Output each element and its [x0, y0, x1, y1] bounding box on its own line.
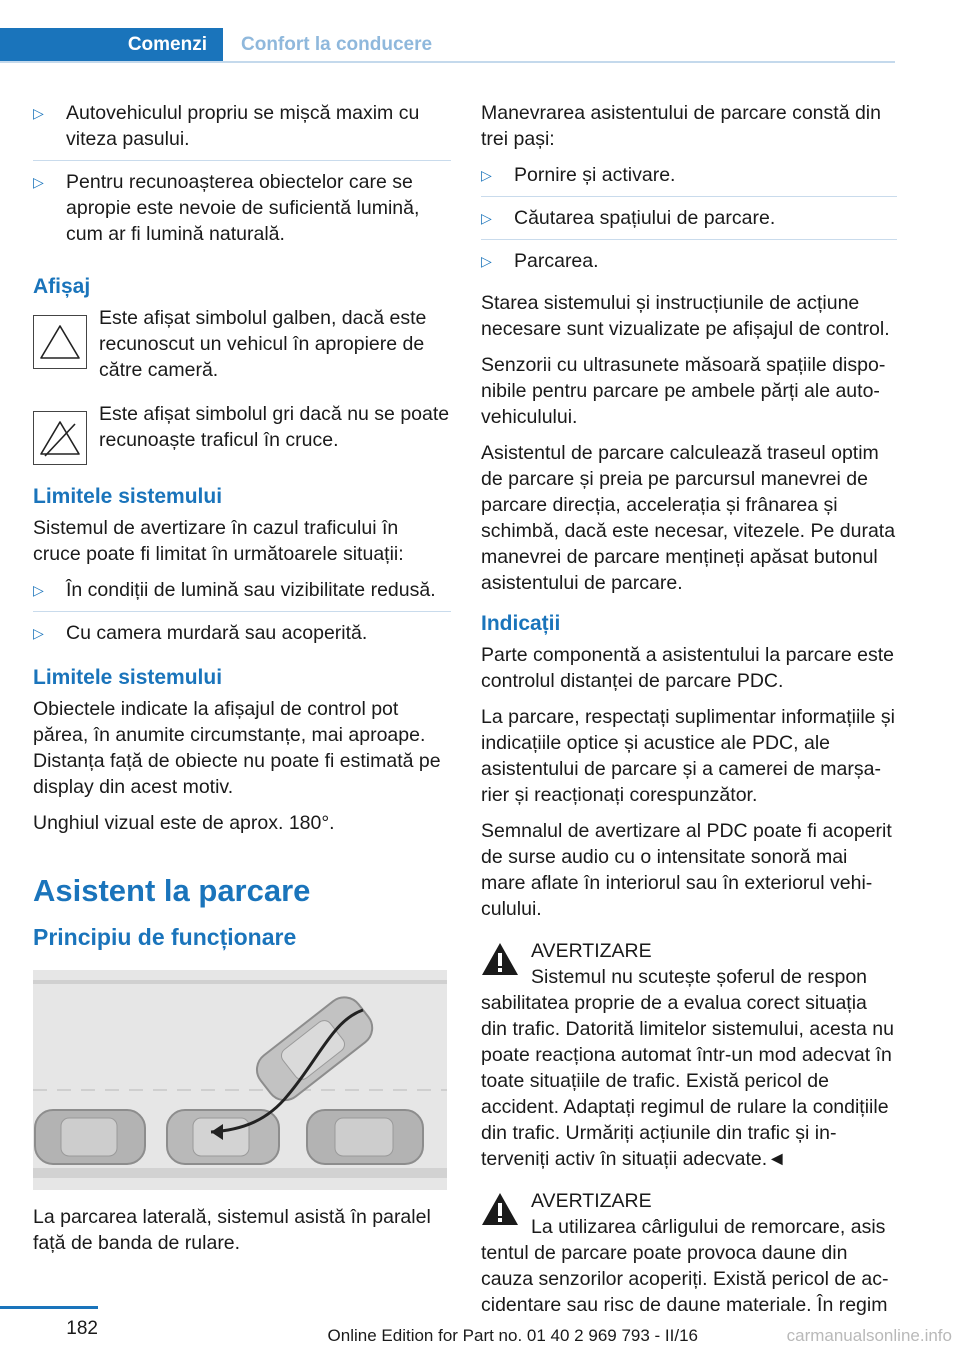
- status-paragraph: Starea sistemului și instrucțiunile de acțiune necesare sunt vizualizate pe afișajul de control.: [481, 292, 890, 340]
- limits2-paragraph-1: Obiectele indicate la afișajul de control pot părea, în anumite circumstanțe, mai aproape. Distanța față de obiecte nu poate fi estimată pe display din acest motiv.: [33, 698, 441, 798]
- triangle-bullet-icon: ▷: [33, 105, 44, 121]
- triangle-bullet-icon: ▷: [481, 167, 492, 183]
- warning-triangle-filled-icon: [481, 1192, 519, 1226]
- footer-divider: [0, 1306, 98, 1309]
- watermark: carmanualsonline.info: [786, 1326, 952, 1345]
- edition-label: Online Edition for Part no. 01 40 2 969 793 - II/16: [327, 1326, 698, 1345]
- symbol-yellow-text: Este afișat simbolul galben, dacă este recunoscut un vehicul în apropiere de către cameră.: [99, 307, 427, 381]
- warning-first-line: La utilizarea cârligului de remorcare, asis: [531, 1216, 886, 1238]
- steps-intro: Manevrarea asistentului de parcare constă din trei pași:: [481, 102, 881, 150]
- sensors-paragraph: Senzorii cu ultrasunete măsoară spațiile disponibile pentru parcare pe ambele părți ale autovehiculului.: [481, 354, 886, 428]
- list-item: ▷ Pornire și activare.: [481, 162, 897, 197]
- header-divider: [0, 61, 895, 63]
- symbol-gray-text: Este afișat simbolul gri dacă nu se poate recunoaște traficul în cruce.: [99, 403, 450, 451]
- top-bullet-list: [33, 100, 451, 255]
- hints-heading: Indicații: [481, 612, 561, 635]
- list-item: ▷ Autovehiculul propriu se mișcă maxim cu viteza pasului.: [33, 100, 451, 161]
- hints-paragraph-1: Parte componentă a asistentului la parcare este controlul distanței de parcare PDC.: [481, 644, 894, 692]
- warning-body: tentul de parcare poate provoca daune din cauza senzorilor acoperiți. Există pericol de accidentare sau risc de daune materiale. În regim: [481, 1242, 889, 1316]
- cross-traffic-unavailable-icon: [33, 411, 87, 465]
- steps-list: [481, 162, 897, 282]
- warning-block-1: [481, 938, 897, 1172]
- limits2-paragraph-2: Unghiul vizual este de aprox. 180°.: [33, 812, 335, 834]
- triangle-bullet-icon: ▷: [33, 625, 44, 641]
- section-title: Asistent la parcare: [33, 873, 311, 908]
- symbol-row-yellow: [33, 305, 451, 383]
- parking-illustration: [33, 970, 447, 1190]
- parked-car-icon: [307, 1110, 423, 1164]
- principle-heading: Principiu de funcționare: [33, 924, 297, 950]
- triangle-bullet-icon: ▷: [33, 174, 44, 190]
- list-item: ▷ Cu camera murdară sau acoperită.: [33, 622, 368, 644]
- page-number: 182: [66, 1318, 98, 1339]
- hints-paragraph-3: Semnalul de avertizare al PDC poate fi acoperit de surse audio cu o intensitate sonoră mai mare aflate în interiorul sau în exteriorul vehiculului.: [481, 820, 892, 920]
- warning-triangle-filled-icon: [481, 942, 519, 976]
- limits-heading-2: Limitele sistemului: [33, 666, 223, 689]
- warning-body: sabilitatea proprie de a evalua corect situația din trafic. Datorită limitelor sistemului, acesta nu poate reacționa automat într-un mod adecvat în toate situațiile de trafic. Există pericol de accident. Adaptați regimul de rulare la condițiile din trafic. Urmăriți acțiunile din trafic și interveniți activ în situații adecvate.◄: [481, 992, 894, 1170]
- symbol-row-gray: [33, 401, 451, 465]
- triangle-bullet-icon: ▷: [481, 253, 492, 269]
- hints-paragraph-2: La parcare, respectați suplimentar informațiile și indicațiile optice și acustice ale PDC, ale asistentului de parcare și a camerei de marșarier și reacționați corespunzător.: [481, 706, 896, 806]
- right-column: [481, 100, 897, 1328]
- warning-title: AVERTIZARE: [531, 940, 652, 962]
- list-item: ▷ Căutarea spațiului de parcare.: [481, 205, 897, 240]
- limits-intro: Sistemul de avertizare în cazul traficului în cruce poate fi limitat în următoarele situații:: [33, 517, 404, 565]
- warning-triangle-outline-icon: [33, 315, 87, 369]
- warning-title: AVERTIZARE: [531, 1190, 652, 1212]
- triangle-bullet-icon: ▷: [481, 210, 492, 226]
- list-item: ▷ Pentru recunoașterea obiectelor care se apropie este nevoie de suficientă lumină, cum ar fi lumină naturală.: [33, 171, 420, 245]
- warning-first-line: Sistemul nu scutește șoferul de respon: [531, 966, 868, 988]
- figure-caption: La parcarea laterală, sistemul asistă în paralel față de banda de rulare.: [33, 1206, 431, 1254]
- limits-bullet-list: [33, 577, 451, 654]
- tab-confort-la-conducere[interactable]: Confort la conducere: [241, 34, 433, 55]
- left-column: [33, 100, 451, 1266]
- route-paragraph: Asistentul de parcare calculează traseul optim de parcare și preia pe parcursul manevrei de parcare direcția, accelerația și frânarea și schimbă, dacă este necesar, vitezele. Pe durata manevrei de parcare mențineți apăsat butonul asistentului de parcare.: [481, 442, 896, 594]
- tab-comenzi[interactable]: Comenzi: [0, 28, 223, 62]
- parked-car-icon: [35, 1110, 145, 1164]
- triangle-bullet-icon: ▷: [33, 582, 44, 598]
- limits-heading-1: Limitele sistemului: [33, 485, 223, 508]
- warning-block-2: [481, 1188, 897, 1318]
- header-bar: [0, 28, 895, 64]
- list-item: ▷ Parcarea.: [481, 250, 599, 272]
- list-item: ▷ În condiții de lumină sau vizibilitate redusă.: [33, 577, 451, 612]
- afisaj-heading: Afișaj: [33, 275, 91, 298]
